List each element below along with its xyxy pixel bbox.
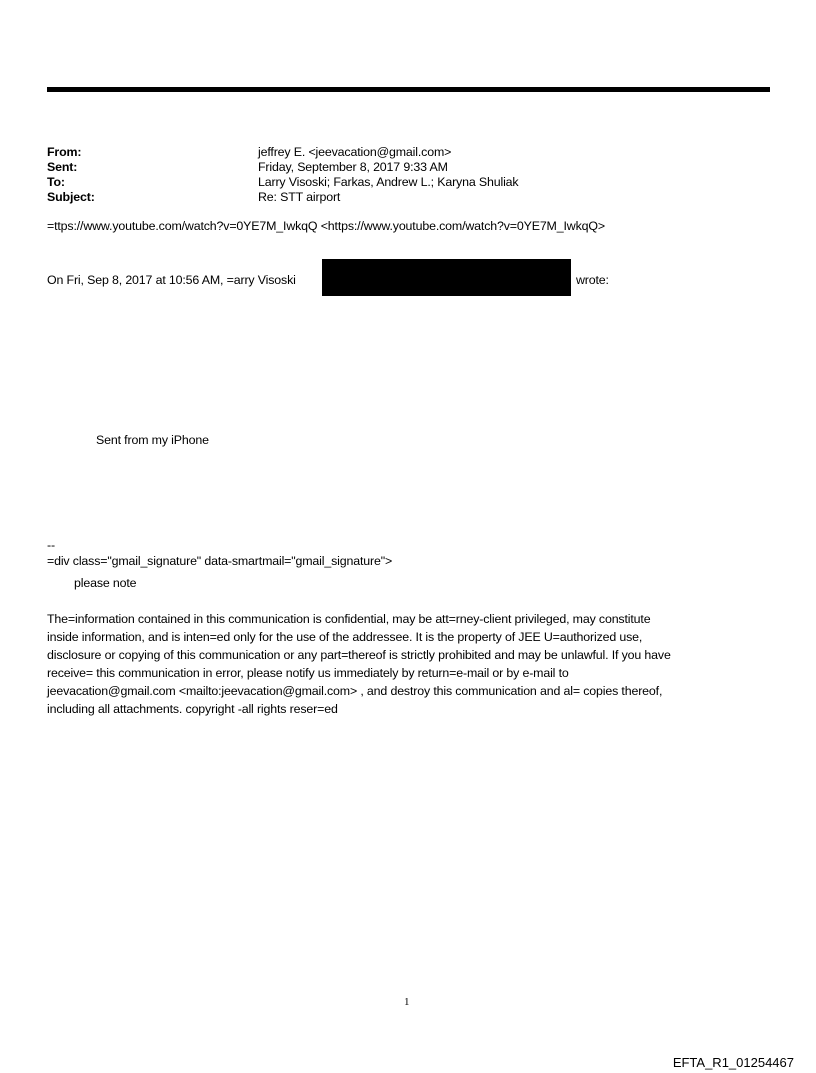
quote-intro: On Fri, Sep 8, 2017 at 10:56 AM, =arry Visoski <box>47 273 296 287</box>
disclaimer-line: including all attachments. copyright -all rights reser=ed <box>47 701 338 716</box>
bates-number: EFTA_R1_01254467 <box>672 1055 794 1070</box>
to-label: To: <box>47 175 65 189</box>
redaction-box <box>322 259 571 296</box>
youtube-link-line[interactable]: =ttps://www.youtube.com/watch?v=0YE7M_IwkqQ <https://www.youtube.com/watch?v=0YE7M_IwkqQ> <box>47 219 605 233</box>
to-value: Larry Visoski; Farkas, Andrew L.; Karyna Shuliak <box>258 175 519 189</box>
signature-dashes: -- <box>47 538 55 552</box>
disclaimer-line: receive= this communication in error, please notify us immediately by return=e-mail or by e-mail to <box>47 665 569 680</box>
page-number: 1 <box>404 996 410 1008</box>
disclaimer-line: inside information, and is inten=ed only for the use of the addressee. It is the property of JEE U=authorized use, <box>47 629 643 644</box>
subject-label: Subject: <box>47 190 95 204</box>
sent-value: Friday, September 8, 2017 9:33 AM <box>258 160 448 174</box>
signature-div-line: =div class="gmail_signature" data-smartmail="gmail_signature"> <box>47 554 393 568</box>
header-rule <box>47 87 770 92</box>
sent-label: Sent: <box>47 160 78 174</box>
disclaimer-line: disclosure or copying of this communication or any part=thereof is strictly prohibited and may be unlawful. If you have <box>47 647 671 662</box>
please-note: please note <box>74 576 137 590</box>
quote-wrote: wrote: <box>576 273 609 287</box>
sent-from-iphone: Sent from my iPhone <box>96 433 209 447</box>
from-value: jeffrey E. <jeevacation@gmail.com> <box>258 145 452 159</box>
disclaimer-line: jeevacation@gmail.com <mailto:jeevacation@gmail.com> , and destroy this communication and al= copies thereof, <box>47 683 663 698</box>
disclaimer-paragraph <box>47 611 671 718</box>
disclaimer-line: The=information contained in this communication is confidential, may be att=rney-client privileged, may constitute <box>47 612 651 626</box>
from-label: From: <box>47 145 82 159</box>
subject-value: Re: STT airport <box>258 190 341 204</box>
